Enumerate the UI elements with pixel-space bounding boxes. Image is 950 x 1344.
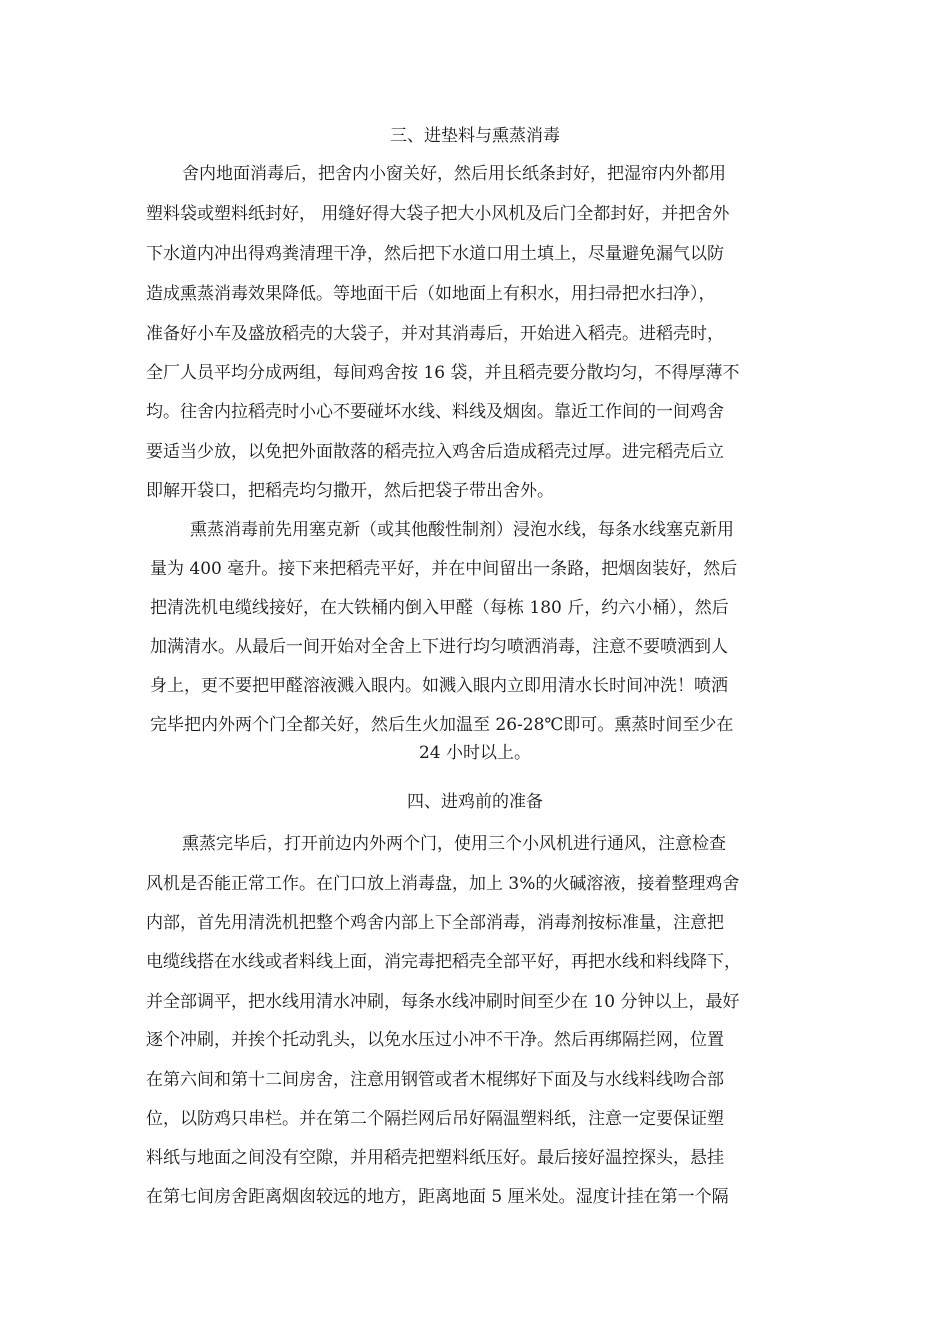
paragraph-line: 均。往舍内拉稻壳时小心不要碰坏水线、料线及烟囱。靠近工作间的一间鸡舍	[146, 402, 724, 422]
paragraph-line: 准备好小车及盛放稻壳的大袋子，并对其消毒后，开始进入稻壳。进稻壳时，	[146, 324, 724, 344]
paragraph-line: 内部，首先用清洗机把整个鸡舍内部上下全部消毒，消毒剂按标准量，注意把	[146, 913, 724, 933]
paragraph-line: 风机是否能正常工作。在门口放上消毒盘，加上 3%的火碱溶液，接着整理鸡舍	[146, 874, 740, 894]
paragraph-line: 加满清水。从最后一间开始对全舍上下进行均匀喷洒消毒，注意不要喷洒到人	[150, 637, 728, 657]
paragraph-line: 位，以防鸡只串栏。并在第二个隔拦网后吊好隔温塑料纸，注意一定要保证塑	[146, 1109, 724, 1129]
paragraph-line: 塑料袋或塑料纸封好， 用缝好得大袋子把大小风机及后门全都封好，并把舍外	[146, 204, 730, 224]
paragraph-line: 即解开袋口，把稻壳均匀撒开，然后把袋子带出舍外。	[146, 481, 554, 501]
paragraph-line: 下水道内冲出得鸡粪清理干净，然后把下水道口用土填上，尽量避免漏气以防	[146, 244, 724, 264]
paragraph-line: 要适当少放，以免把外面散落的稻壳拉入鸡舍后造成稻壳过厚。进完稻壳后立	[146, 442, 724, 462]
paragraph-line: 熏蒸消毒前先用塞克新（或其他酸性制剂）浸泡水线，每条水线塞克新用	[190, 520, 734, 540]
section-heading: 四、进鸡前的准备	[407, 792, 543, 812]
paragraph-line: 并全部调平，把水线用清水冲刷，每条水线冲刷时间至少在 10 分钟以上，最好	[146, 992, 740, 1012]
paragraph-line: 舍内地面消毒后，把舍内小窗关好，然后用长纸条封好，把湿帘内外都用	[182, 164, 726, 184]
paragraph-line: 量为 400 毫升。接下来把稻壳平好，并在中间留出一条路，把烟囱装好，然后	[150, 559, 738, 579]
paragraph-line: 把清洗机电缆线接好，在大铁桶内倒入甲醛（每栋 180 斤，约六小桶），然后	[150, 598, 729, 618]
paragraph-line: 身上，更不要把甲醛溶液溅入眼内。如溅入眼内立即用清水长时间冲洗！喷洒	[150, 676, 728, 696]
paragraph-line: 熏蒸完毕后，打开前边内外两个门，使用三个小风机进行通风，注意检查	[182, 834, 726, 854]
paragraph-line: 料纸与地面之间没有空隙，并用稻壳把塑料纸压好。最后接好温控探头，悬挂	[146, 1148, 724, 1168]
paragraph-line: 逐个冲刷，并挨个托动乳头，以免水压过小冲不干净。然后再绑隔拦网，位置	[146, 1030, 724, 1050]
section-heading: 三、进垫料与熏蒸消毒	[390, 126, 560, 146]
paragraph-line: 电缆线搭在水线或者料线上面，消完毒把稻壳全部平好，再把水线和料线降下，	[146, 952, 741, 972]
paragraph-line: 在第六间和第十二间房舍，注意用钢管或者木棍绑好下面及与水线料线吻合部	[146, 1070, 724, 1090]
paragraph-line: 造成熏蒸消毒效果降低。等地面干后（如地面上有积水，用扫帚把水扫净），	[146, 284, 716, 304]
paragraph-line: 在第七间房舍距离烟囱较远的地方，距离地面 5 厘米处。湿度计挂在第一个隔	[146, 1187, 729, 1207]
paragraph-line: 全厂人员平均分成两组，每间鸡舍按 16 袋，并且稻壳要分散均匀，不得厚薄不	[146, 363, 740, 383]
paragraph-line: 24 小时以上。	[418, 743, 532, 763]
paragraph-line: 完毕把内外两个门全都关好，然后生火加温至 26-28℃即可。熏蒸时间至少在	[150, 715, 734, 735]
